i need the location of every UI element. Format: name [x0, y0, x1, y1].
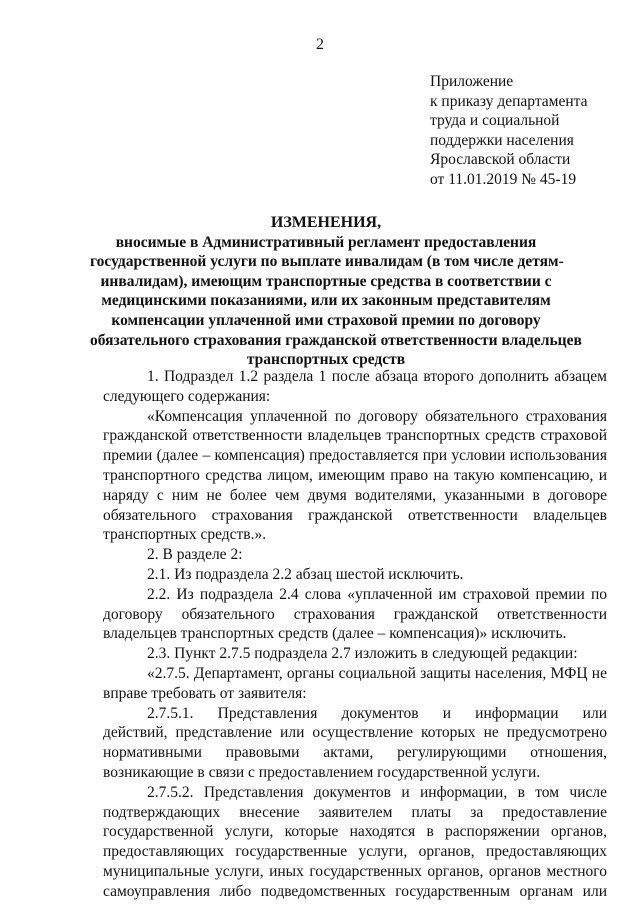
document-title: [90, 213, 582, 370]
title-line: инвалидам), имеющим транспортные средства в соответствии с: [100, 272, 552, 290]
body-line: государственной услуги, которые находятся в распоряжении органов,: [103, 823, 607, 841]
body-line: возникающие в связи с предоставлением государственной услуги.: [103, 763, 541, 781]
body-line: транспортного средства лицом, имеющим право на такую компенсацию, и: [103, 466, 607, 484]
body-line: нормативными правовыми актами, регулирующими отношения,: [103, 744, 607, 762]
body-line: 2. В разделе 2:: [147, 546, 243, 564]
document-body: [103, 367, 607, 902]
body-line: гражданской ответственности владельцев транспортных средств страховой: [103, 427, 607, 445]
body-line: действий, представление или осуществление которых не предусмотрено: [103, 724, 607, 742]
title-line: государственной услуги по выплате инвалидам (в том числе детям-: [90, 253, 564, 271]
body-line: 2.2. Из подраздела 2.4 слова «уплаченной им страховой премии по: [147, 585, 607, 603]
title-line: медицинскими показаниями, или их законным представителям: [101, 292, 551, 310]
appendix-line: Приложение: [430, 73, 514, 90]
appendix-line: от 11.01.2019 № 45-19: [430, 170, 577, 188]
body-line: 2.3. Пункт 2.7.5 подраздела 2.7 изложить в следующей редакции:: [147, 645, 578, 663]
body-line: 2.1. Из подраздела 2.2 абзац шестой исключить.: [147, 565, 464, 583]
appendix-line: труда и социальной: [430, 112, 560, 130]
body-line: 1. Подраздел 1.2 раздела 1 после абзаца второго дополнить абзацем: [147, 368, 607, 385]
title-line: компенсации уплаченной ими страховой премии по договору: [111, 311, 541, 329]
body-line: самоуправления либо подведомственных государственным органам или: [103, 882, 607, 900]
title-line: вносимые в Административный регламент предоставления: [115, 233, 537, 251]
appendix-line: Ярославской области: [430, 151, 571, 169]
body-line: подтверждающих внесение заявителем платы за предоставление: [103, 803, 607, 821]
body-line: предоставляющих государственные услуги, органов, предоставляющих: [103, 843, 607, 861]
body-line: транспортных средств.».: [103, 526, 267, 544]
appendix-line: поддержки населения: [430, 131, 574, 149]
body-line: следующего содержания:: [103, 387, 271, 405]
body-line: «Компенсация уплаченной по договору обязательного страхования: [147, 407, 607, 425]
body-line: «2.7.5. Департамент, органы социальной защиты населения, МФЦ не: [147, 664, 607, 682]
appendix-note: [430, 72, 630, 190]
body-line: владельцев транспортных средств (далее – компенсация)» исключить.: [103, 625, 567, 643]
title-heading: ИЗМЕНЕНИЯ,: [270, 214, 382, 231]
appendix-line: к приказу департамента: [430, 92, 588, 110]
page-number: 2: [316, 36, 324, 53]
title-line: транспортных средств: [246, 351, 406, 369]
body-line: 2.7.5.1. Представления документов и информации или: [147, 704, 607, 722]
body-line: вправе требовать от заявителя:: [103, 684, 307, 702]
body-line: 2.7.5.2. Представления документов и информации, в том числе: [147, 783, 607, 801]
body-line: обязательного страхования гражданской ответственности владельцев: [103, 506, 607, 524]
body-line: наряду с ним не более чем двумя водителями, указанными в договоре: [103, 486, 607, 504]
body-line: муниципальные услуги, иных государственных органов, органов местного: [103, 862, 607, 880]
title-line: обязательного страхования гражданской ответственности владельцев: [90, 331, 582, 349]
body-line: премии (далее – компенсация) предоставляется при условии использования: [103, 447, 607, 465]
body-line: договору обязательного страхования гражданской ответственности: [103, 605, 607, 623]
